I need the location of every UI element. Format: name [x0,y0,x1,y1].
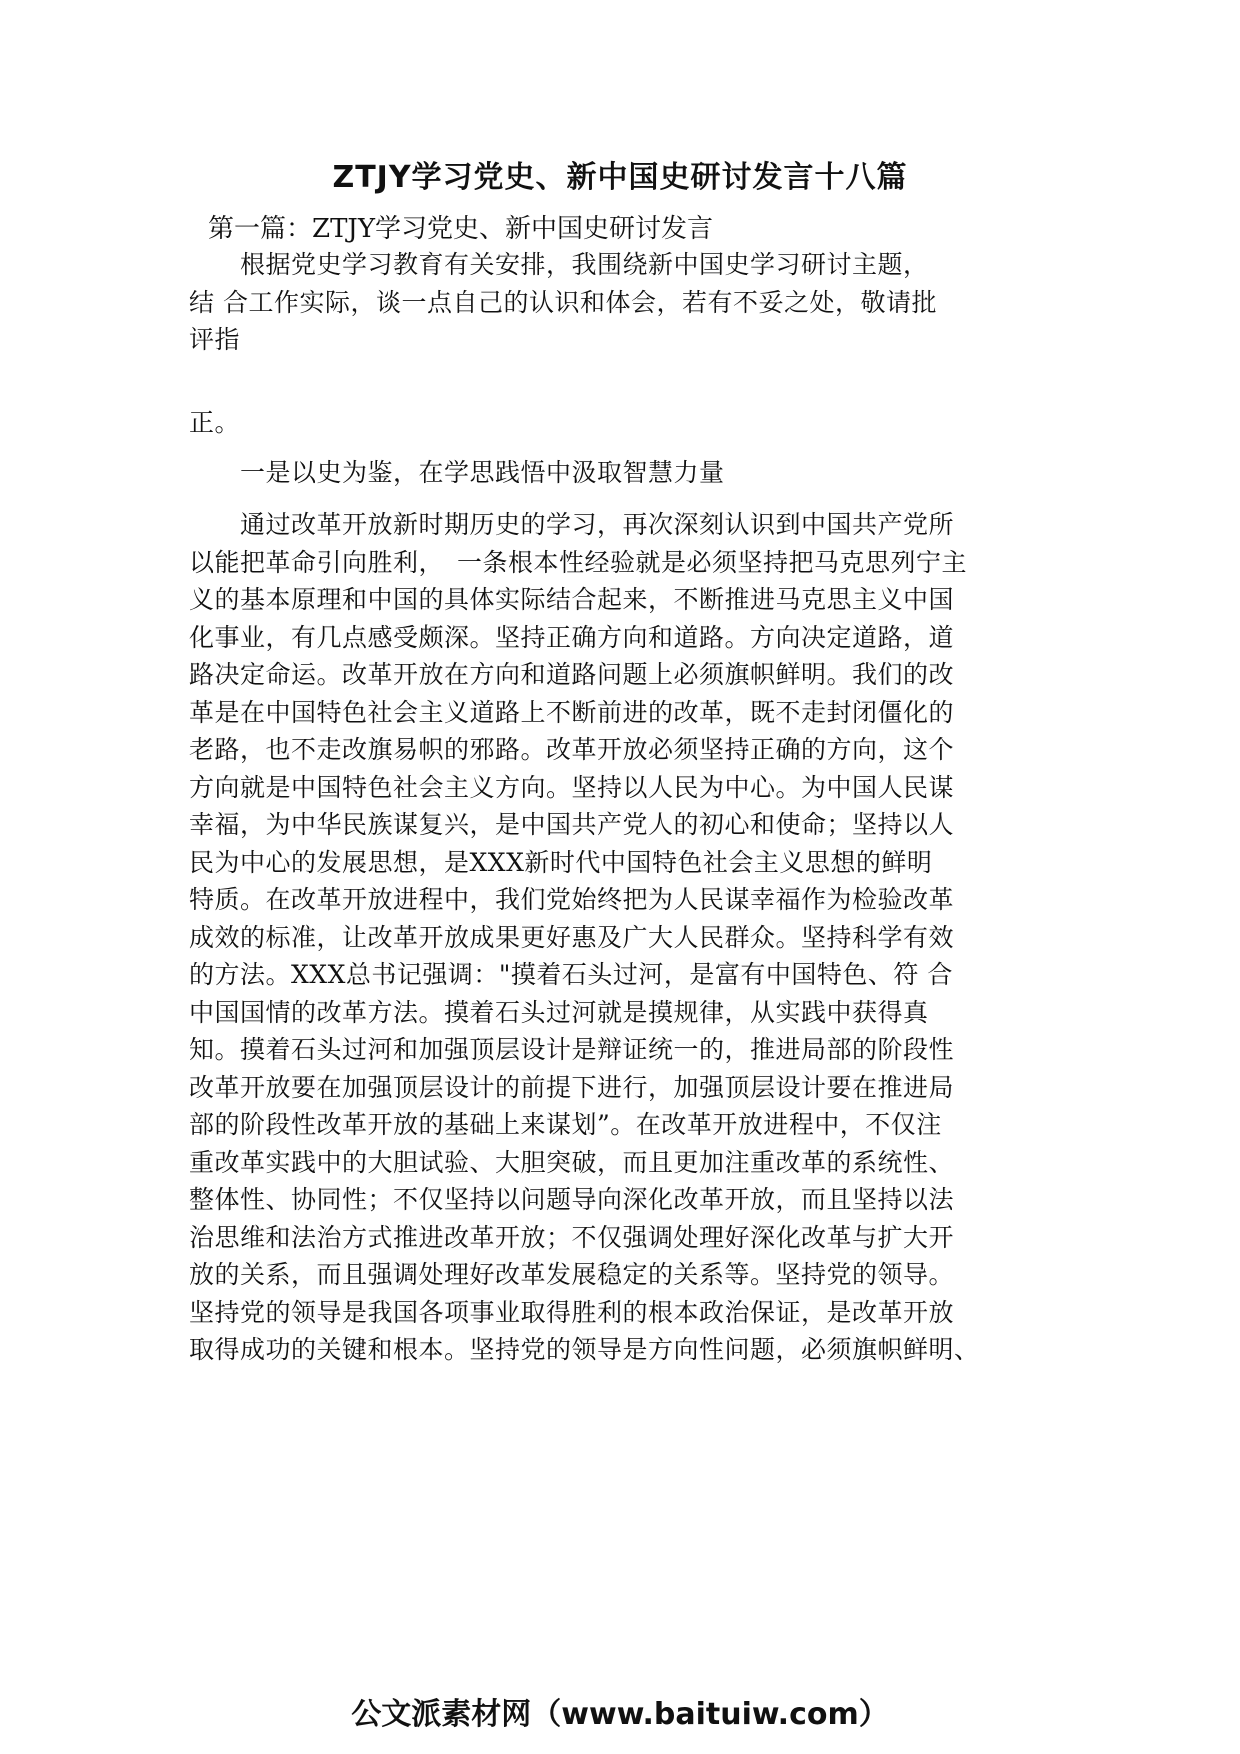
chapter-subtitle: 第一篇：ZTJY学习党史、新中国史研讨发言 [208,214,713,244]
intro-paragraph: 根据党史学习教育有关安排，我围绕新中国史学习研讨主题， 结 合工作实际，谈一点自己的认识和体会，若有不妥之处，敬请批 评指 [189,250,937,354]
footer-source-watermark: 公文派素材网（www.baituiw.com） [351,1697,889,1732]
body-paragraph-1: 通过改革开放新时期历史的学习，再次深刻认识到中国共产党所 以能把革命引向胜利， 一条根本性经验就是必须坚持把马克思列宁主 义的基本原理和中国的具体实际结合起来，不断推进马克思主义中国 化事业，有几点感受颇深。坚持正确方向和道路。方向决定道路，道 路决定命运。改革开放在方向和道路问题上必须旗帜鲜明。我们的改 革是在中国特色社会主义道路上不断前进的改革，既不走封闭僵化的 老路，也不走改旗易帜的邪路。改革开放必须坚持正确的方向，这个 方向就是中国特色社会主义方向。坚持以人民为中心。为中国人民谋 幸福，为中华民族谋复兴，是中国共产党人的初心和使命；坚持以人 民为中心的发展思想，是XXX新时代中国特色社会主义思想的鲜明 特质。在改革开放进程中，我们党始终把为人民谋幸福作为检验改革 成效的标准，让改革开放成果更好惠及广大人民群众。坚持科学有效 的方法。XXX总书记强调："摸着石头过河，是富有中国特色、符 合 中国国情的改革方法。摸着石头过河就是摸规律，从实践中获得真 知。摸着石头过河和加强顶层设计是辩证统一的，推进局部的阶段性 改革开放要在加强顶层设计的前提下进行，加强顶层设计要在推进局 部的阶段性改革开放的基础上来谋划”。在改革开放进程中，不仅注 重改革实践中的大胆试验、大胆突破，而且更加注重改革的系统性、 整体性、协同性；不仅坚持以问题导向深化改革开放，而且坚持以法 治思维和法治方式推进改革开放；不仅强调处理好深化改革与扩大开 放的关系，而且强调处理好改革发展稳定的关系等。坚持党的领导。 坚持党的领导是我国各项事业取得胜利的根本政治保证，是改革开放 取得成功的关键和根本。坚持党的领导是方向性问题，必须旗帜鲜明、 [189,510,980,1364]
section-heading-1: 一是以史为鉴，在学思践悟中汲取智慧力量 [189,458,725,487]
document-title: ZTJY学习党史、新中国史研讨发言十八篇 [332,160,908,195]
intro-paragraph-end: 正。 [189,408,241,437]
